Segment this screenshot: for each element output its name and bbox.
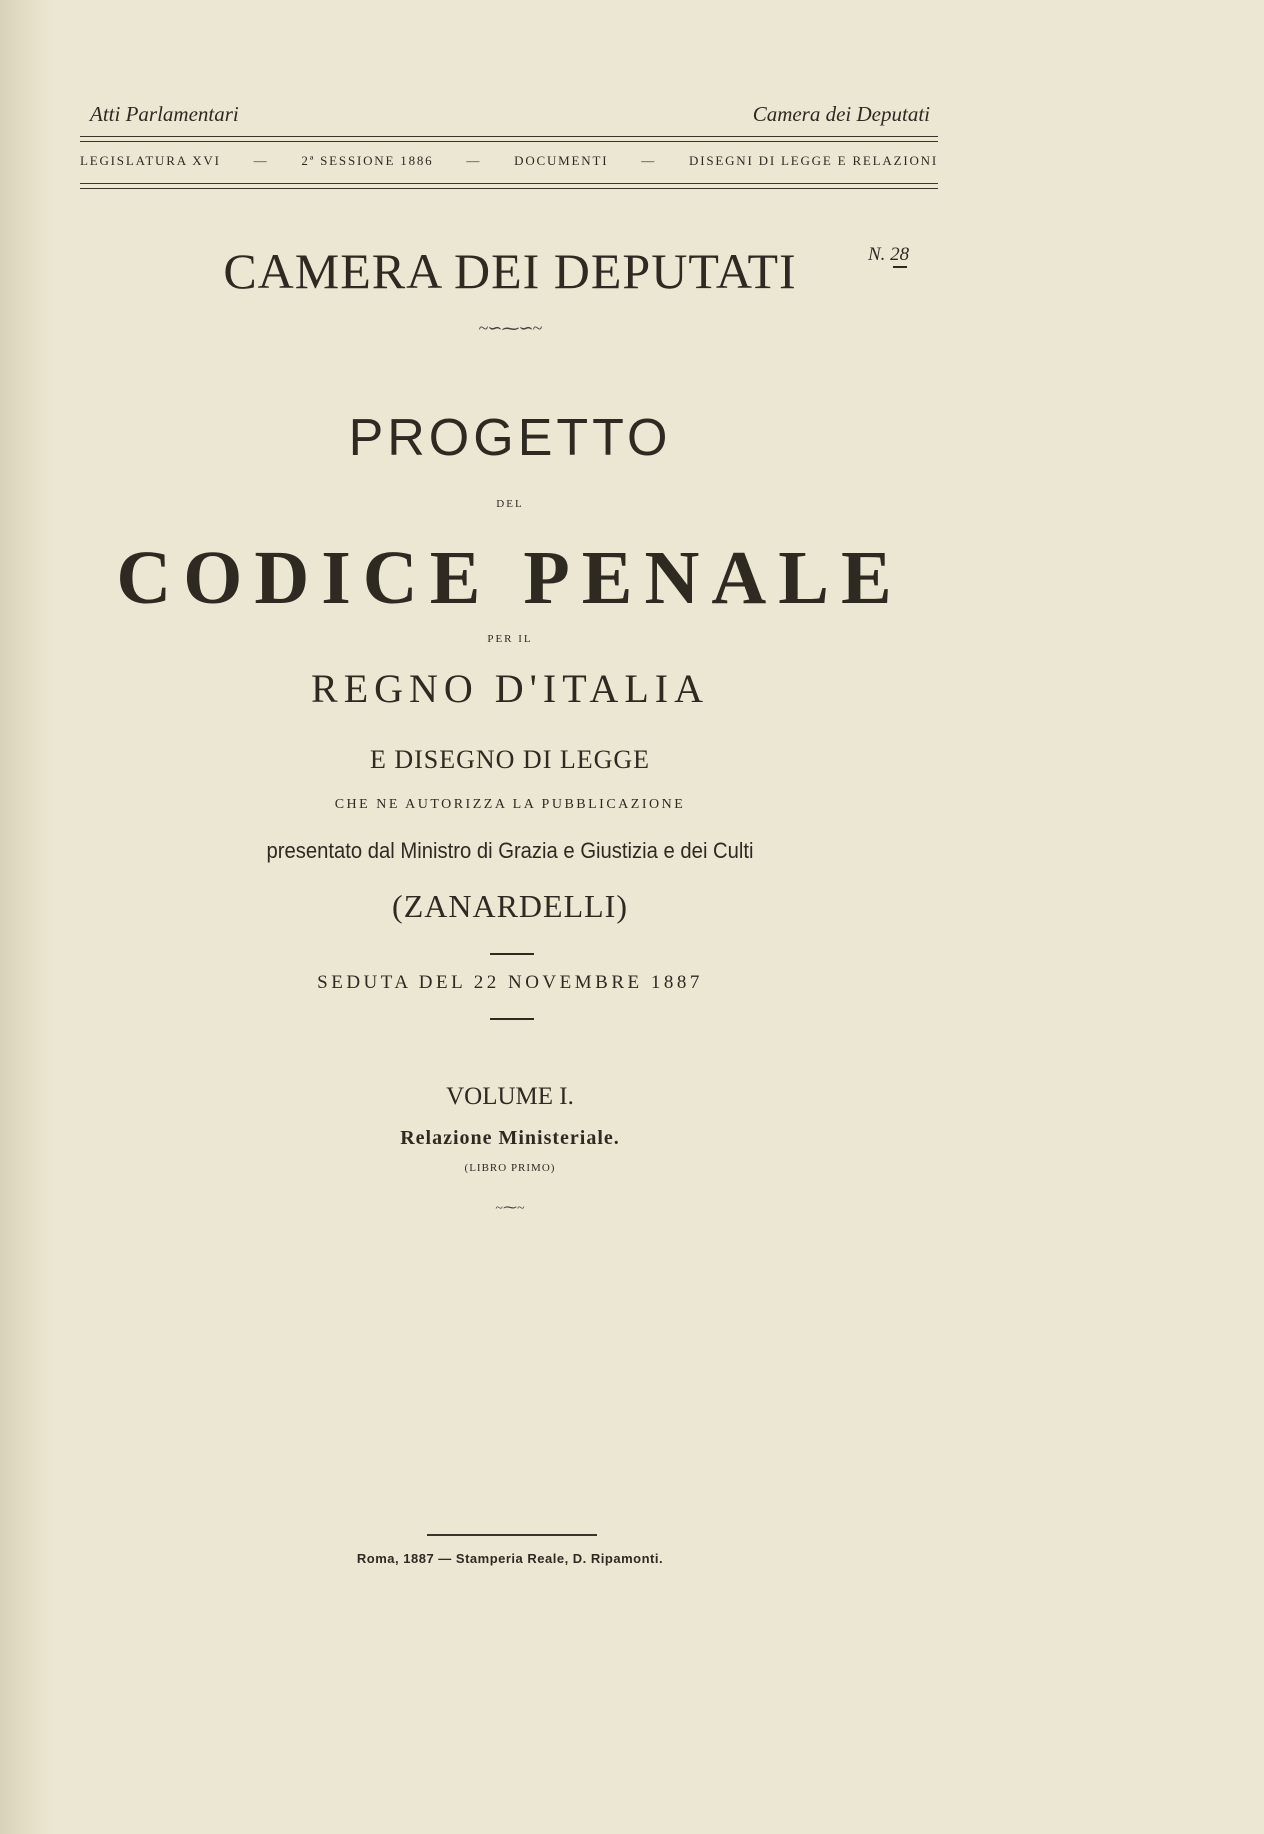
sub-header-dash: — [466,153,482,168]
sub-header [80,153,938,169]
divider-short [490,1018,534,1020]
ornament-small: ~⁓~ [495,1201,525,1216]
ornament-flourish: ~∽⁓∽~ [478,318,542,338]
title-codice-penale: CODICE PENALE [116,536,904,620]
sub-header-dash: — [641,153,657,168]
document-number: N. 28 [868,244,910,265]
session-date: SEDUTA DEL 22 NOVEMBRE 1887 [317,972,703,993]
header-right: Camera dei Deputati [752,102,930,126]
divider-short [490,953,534,955]
page-edge [0,0,55,1834]
title-che-ne-autorizza: CHE NE AUTORIZZA LA PUBBLICAZIONE [334,797,686,812]
title-regno: REGNO D'ITALIA [311,666,709,711]
sub-header-documenti: DOCUMENTI [514,153,609,168]
header-rule-top [80,136,938,142]
header-rule-bottom [80,183,938,189]
imprint-rule [427,1534,597,1536]
sub-header-dash: — [253,153,269,168]
title-disegno: E DISEGNO DI LEGGE [369,745,651,774]
presented-by-line: presentato dal Ministro di Grazia e Giustizia e dei Culti [266,838,754,863]
volume-libro: (LIBRO PRIMO) [464,1162,556,1174]
sub-header-sessione: 2ª SESSIONE 1886 [301,153,434,168]
title-progetto: PROGETTO [348,409,672,467]
volume-relazione: Relazione Ministeriale. [400,1127,620,1149]
sub-header-disegni: DISEGNI DI LEGGE E RELAZIONI [689,153,938,168]
title-del: DEL [496,498,524,510]
header-left: Atti Parlamentari [90,102,239,126]
minister-name: (ZANARDELLI) [392,888,628,924]
volume-label: VOLUME I. [446,1083,574,1110]
imprint: Roma, 1887 — Stamperia Reale, D. Ripamonti. [356,1551,664,1566]
document-number-underline [893,266,907,268]
title-per-il: PER IL [487,633,533,645]
sub-header-legislatura: LEGISLATURA XVI [80,153,221,168]
chamber-title: CAMERA DEI DEPUTATI [223,243,797,299]
